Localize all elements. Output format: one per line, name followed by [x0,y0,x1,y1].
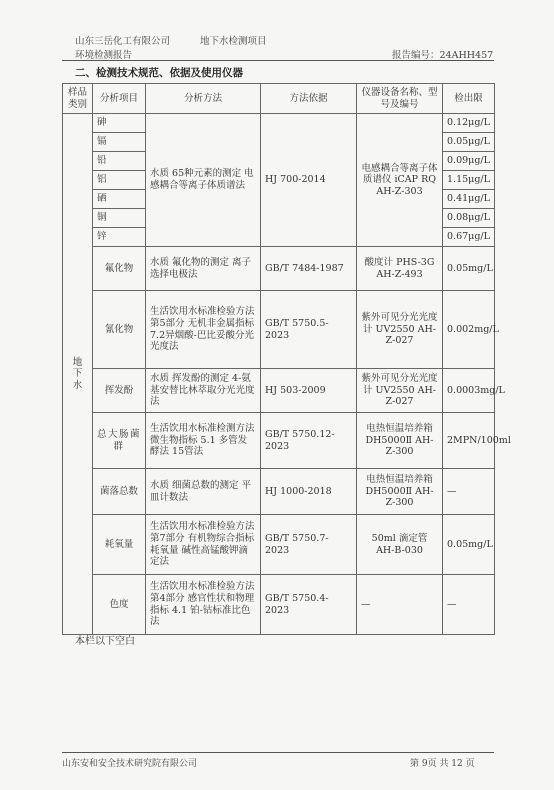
limit-cell: 0.41μg/L [443,190,495,209]
instrument-cell: — [357,575,443,635]
limit-cell: 0.05μg/L [443,133,495,152]
col-header-limit: 检出限 [443,84,495,114]
instrument-cell: 电热恒温培养箱 DH5000Ⅱ AH-Z-300 [357,413,443,469]
method-cell: 生活饮用水标准检测方法 微生物指标 5.1 多管发酵法 15管法 [146,413,261,469]
limit-cell: 0.0003mg/L [443,369,495,413]
table-row [63,575,495,635]
limit-cell: 2MPN/100ml [443,413,495,469]
table-row [63,114,495,133]
limit-cell: — [443,469,495,515]
analysis-item: 氟化物 [93,247,146,291]
header-project: 地下水检测项目 [200,36,267,47]
analysis-item: 挥发酚 [93,369,146,413]
analysis-item: 耗氧量 [93,515,146,575]
sample-category: 地 下 水 [72,356,83,391]
analysis-item: 铜 [93,209,146,228]
limit-cell: 0.67μg/L [443,228,495,247]
header-rule [62,60,494,61]
basis-cell: GB/T 5750.4-2023 [261,575,357,635]
limit-cell: 1.15μg/L [443,171,495,190]
method-cell: 生活饮用水标准检验方法 第5部分 无机非金属指标 7.2异烟酸-巴比妥酸分光光度法 [146,291,261,369]
basis-cell: GB/T 7484-1987 [261,247,357,291]
analysis-item: 砷 [93,114,146,133]
basis-cell: GB/T 5750.12-2023 [261,413,357,469]
section-title: 二、检测技术规范、依据及使用仪器 [75,67,243,79]
limit-cell: — [443,575,495,635]
limit-cell: 0.05mg/L [443,515,495,575]
instrument-cell: 紫外可见分光光度计 UV2550 AH-Z-027 [357,369,443,413]
table-row [63,469,495,515]
analysis-item: 镉 [93,133,146,152]
table-row [63,515,495,575]
sample-category-cell [63,114,93,635]
header-doc-type: 环境检测报告 [75,50,133,61]
limit-cell: 0.08μg/L [443,209,495,228]
limit-cell: 0.002mg/L [443,291,495,369]
footer-rule [62,752,494,753]
table-row [63,291,495,369]
instrument-cell: 酸度计 PHS-3G AH-Z-493 [357,247,443,291]
analysis-item: 色度 [93,575,146,635]
header-company: 山东三岳化工有限公司 [75,36,171,47]
analysis-item: 锌 [93,228,146,247]
method-cell: 水质 65种元素的测定 电感耦合等离子体质谱法 [146,114,261,247]
analysis-item: 硒 [93,190,146,209]
method-cell: 生活饮用水标准检验方法第4部分 感官性状和物理指标 4.1 铂-钴标准比色法 [146,575,261,635]
analysis-item: 氰化物 [93,291,146,369]
col-header-basis: 方法依据 [261,84,357,114]
table-header-row [63,84,495,114]
end-of-table-note: 本栏以下空白 [75,636,135,647]
limit-cell: 0.05mg/L [443,247,495,291]
instrument-cell: 50ml 滴定管 AH-B-030 [357,515,443,575]
analysis-item: 菌落总数 [93,469,146,515]
basis-cell: GB/T 5750.5-2023 [261,291,357,369]
instrument-cell: 电热恒温培养箱 DH5000Ⅱ AH-Z-300 [357,469,443,515]
analysis-item: 总大肠菌群 [93,413,146,469]
instrument-cell: 紫外可见分光光度计 UV2550 AH-Z-027 [357,291,443,369]
method-cell: 水质 细菌总数的测定 平皿计数法 [146,469,261,515]
basis-cell: HJ 1000-2018 [261,469,357,515]
footer-institute: 山东安和安全技术研究院有限公司 [62,759,198,769]
col-header-instrument: 仪器设备名称、型号及编号 [357,84,443,114]
limit-cell: 0.12μg/L [443,114,495,133]
table-row [63,413,495,469]
limit-cell: 0.09μg/L [443,152,495,171]
analysis-item: 铅 [93,152,146,171]
method-cell: 生活饮用水标准检验方法 第7部分 有机物综合指标 耗氧量 碱性高锰酸钾滴定法 [146,515,261,575]
table-row [63,247,495,291]
methods-table [62,83,511,635]
table-row [63,369,495,413]
col-header-method: 分析方法 [146,84,261,114]
method-cell: 水质 挥发酚的测定 4-氨基安替比林萃取分光光度法 [146,369,261,413]
header-report-number: 报告编号：24AHH457 [392,50,494,61]
method-cell: 水质 氟化物的测定 离子选择电极法 [146,247,261,291]
basis-cell: HJ 700-2014 [261,114,357,247]
col-header-item: 分析项目 [93,84,146,114]
basis-cell: GB/T 5750.7-2023 [261,515,357,575]
instrument-cell: 电感耦合等离子体质谱仪 iCAP RQ AH-Z-303 [357,114,443,247]
col-header-category: 样品类别 [63,84,93,114]
analysis-item: 铝 [93,171,146,190]
basis-cell: HJ 503-2009 [261,369,357,413]
footer-page-number: 第 9页 共 12 页 [410,759,475,769]
